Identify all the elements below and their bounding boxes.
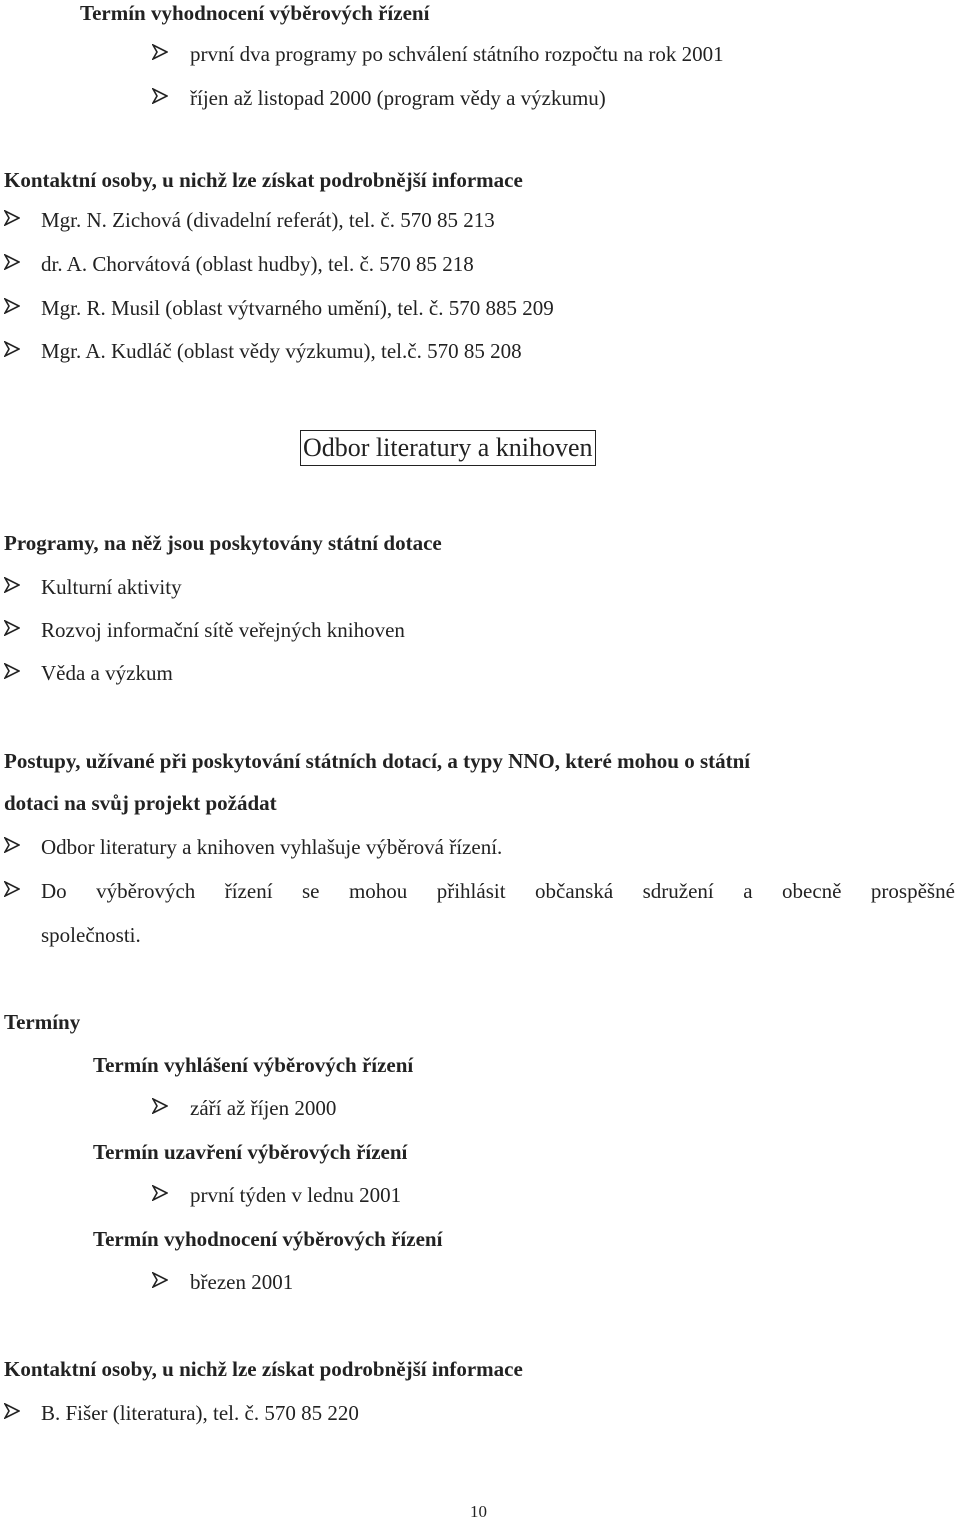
terms-heading: Termíny [4, 1010, 81, 1034]
announce-item: září až říjen 2000 [190, 1096, 337, 1120]
contact-item: Mgr. N. Zichová (divadelní referát), tel. č. 570 85 213 [41, 208, 495, 232]
programs-heading: Programy, na něž jsou poskytovány státní dotace [4, 531, 442, 555]
evaluate-heading: Termín vyhodnocení výběrových řízení [93, 1227, 443, 1251]
procedure-item-continuation: společnosti. [41, 923, 141, 947]
contacts-heading: Kontaktní osoby, u nichž lze získat podrobnější informace [4, 168, 523, 192]
program-item: Rozvoj informační sítě veřejných knihoven [41, 618, 405, 642]
procedure-item-justified: Do výběrových řízení se mohou přihlásit občanská sdružení a obecně prospěšné [41, 879, 955, 903]
evaluation-item: první dva programy po schválení státního rozpočtu na rok 2001 [190, 42, 724, 66]
procedure-item: Odbor literatury a knihoven vyhlašuje výběrová řízení. [41, 835, 503, 859]
close-heading: Termín uzavření výběrových řízení [93, 1140, 408, 1164]
procedures-heading-line1: Postupy, užívané při poskytování státních dotací, a typy NNO, které mohou o státní [4, 749, 751, 773]
program-item: Kulturní aktivity [41, 575, 182, 599]
contact-item: dr. A. Chorvátová (oblast hudby), tel. č. 570 85 218 [41, 252, 474, 276]
department-title: Odbor literatury a knihoven [300, 430, 596, 466]
contact-item: Mgr. R. Musil (oblast výtvarného umění), tel. č. 570 885 209 [41, 296, 554, 320]
page-number: 10 [470, 1502, 487, 1521]
evaluate-item: březen 2001 [190, 1270, 294, 1294]
evaluation-item: říjen až listopad 2000 (program vědy a výzkumu) [190, 86, 606, 110]
close-item: první týden v lednu 2001 [190, 1183, 402, 1207]
contact-item: B. Fišer (literatura), tel. č. 570 85 220 [41, 1401, 359, 1425]
contact-item: Mgr. A. Kudláč (oblast vědy výzkumu), tel.č. 570 85 208 [41, 339, 522, 363]
program-item: Věda a výzkum [41, 661, 173, 685]
procedures-heading-line2: dotaci na svůj projekt požádat [4, 791, 277, 815]
announce-heading: Termín vyhlášení výběrových řízení [93, 1053, 414, 1077]
contacts-heading: Kontaktní osoby, u nichž lze získat podrobnější informace [4, 1357, 523, 1381]
evaluation-heading: Termín vyhodnocení výběrových řízení [80, 1, 430, 25]
